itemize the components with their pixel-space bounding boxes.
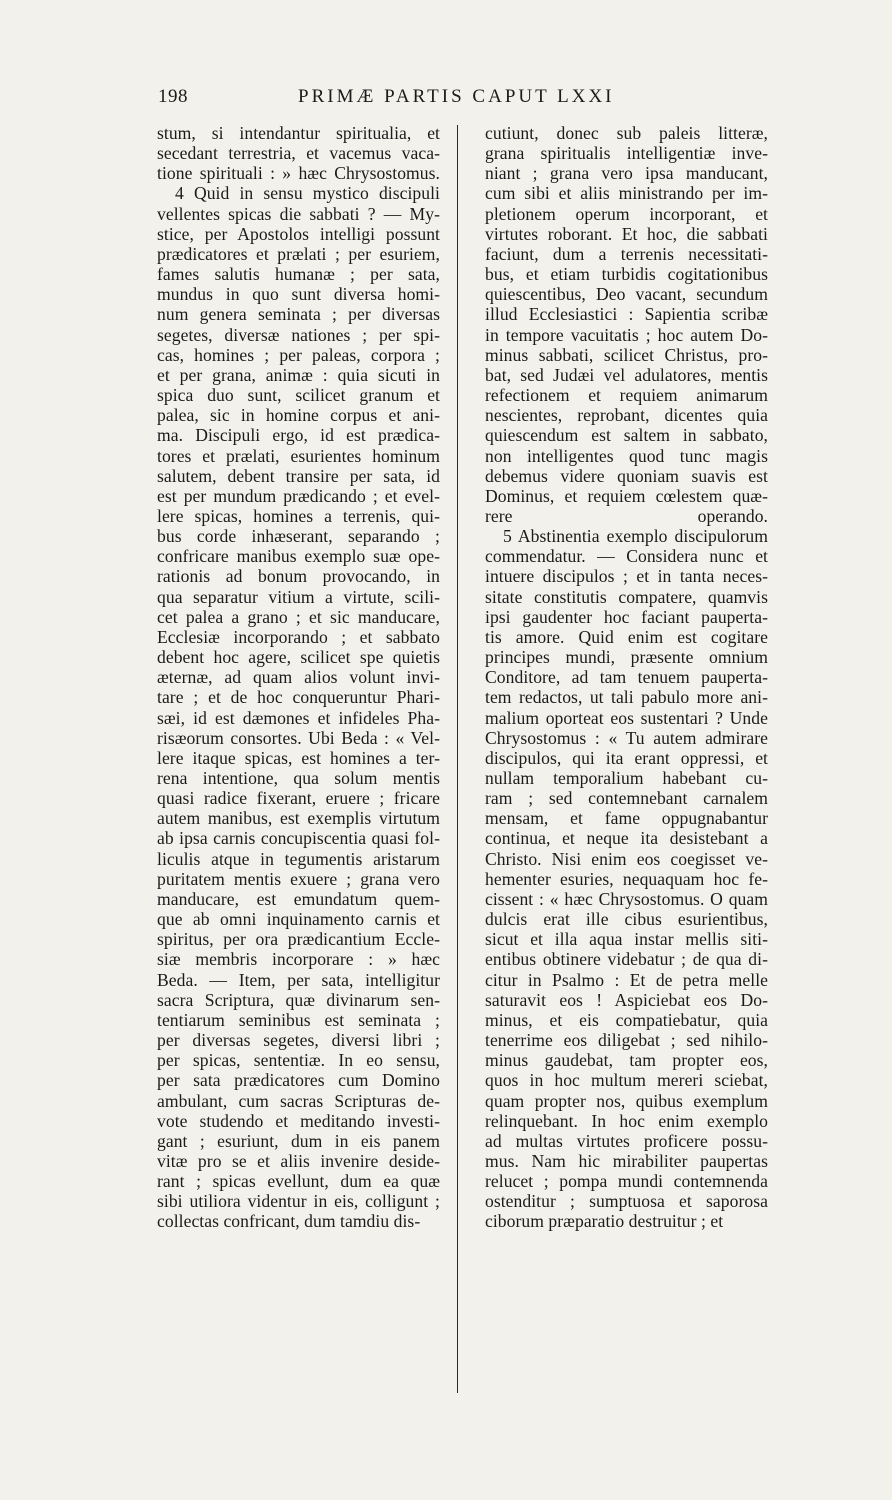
text-line: grana spiritualis intelligentiæ inve-: [485, 143, 768, 164]
text-line: discipulos, qui ita erant oppressi, et: [485, 747, 768, 768]
text-line: sicut et illa aqua instar mellis siti-: [485, 929, 768, 950]
text-line: bus, et etiam turbidis cogitationibus: [485, 264, 768, 285]
text-line: cissent : « hæc Chrysostomus. O quam: [485, 888, 768, 909]
text-line: citur in Psalmo : Et de petra melle: [485, 969, 768, 990]
text-line: que ab omni inquinamento carnis et: [157, 909, 440, 930]
text-line: Dominus, et requiem cœlestem quæ-: [485, 485, 768, 506]
text-line: collectas confricant, dum tamdiu dis-: [157, 1211, 421, 1232]
text-line: cas, homines ; per paleas, corpora ;: [157, 344, 440, 365]
text-line: qua separatur vitium a virtute, scili-: [157, 586, 440, 607]
text-line: mundus in quo sunt diversa homi-: [157, 284, 440, 305]
text-line: rere operando.: [485, 505, 768, 526]
text-line: fames salutis humanæ ; per sata,: [157, 264, 440, 285]
text-line: palea, sic in homine corpus et ani-: [157, 405, 440, 426]
text-line: malium oporteat eos sustentari ? Unde: [485, 707, 768, 728]
text-line: bus corde inhæserant, separando ;: [157, 526, 440, 547]
text-line: ciborum præparatio destruitur ; et: [485, 1211, 724, 1232]
text-line: sæi, id est dæmones et infideles Pha-: [157, 707, 440, 728]
text-line: Christo. Nisi enim eos coegisset ve-: [485, 848, 768, 869]
text-line: in tempore vacuitatis ; hoc autem Do-: [485, 324, 768, 345]
text-line: per diversas segetes, diversi libri ;: [157, 1030, 440, 1051]
text-line: ab ipsa carnis concupiscentia quasi fol-: [157, 828, 440, 849]
text-line: debent hoc agere, scilicet spe quietis: [157, 647, 440, 668]
text-line: per sata prædicatores cum Domino: [157, 1070, 440, 1091]
text-line: stice, per Apostolos intelligi possunt: [157, 223, 440, 244]
text-line: quiescendum est saltem in sabbato,: [485, 425, 768, 446]
text-line: principes mundi, præsente omnium: [485, 647, 768, 668]
text-line: risæorum consortes. Ubi Beda : « Vel-: [157, 727, 440, 748]
text-line: Conditore, ad tam tenuem pauperta-: [485, 667, 768, 688]
text-line: vote studendo et meditando investi-: [157, 1110, 440, 1131]
text-line: rena intentione, qua solum mentis: [157, 768, 440, 788]
text-line: tenerrime eos diligebat ; sed nihilo-: [485, 1030, 768, 1051]
text-line: tem redactos, ut tali pabulo more ani-: [485, 687, 768, 708]
text-line: lere spicas, homines a terrenis, qui-: [157, 505, 440, 526]
text-line: autem manibus, est exemplis virtutum: [157, 808, 440, 829]
page-header: [0, 86, 892, 110]
text-line: tores et prælati, esurientes hominum: [157, 445, 440, 466]
text-line: dulcis erat ille cibus esurientibus,: [485, 909, 768, 930]
text-line: quasi radice fixerant, eruere ; fricare: [157, 788, 440, 809]
text-line: saturavit eos ! Aspiciebat eos Do-: [485, 989, 768, 1010]
text-line: et per grana, animæ : quia sicuti in: [157, 364, 440, 385]
text-line: ambulant, cum sacras Scripturas de-: [157, 1090, 440, 1111]
text-line: rationis ad bonum provocando, in: [157, 566, 440, 587]
text-line: continua, et neque ita desistebant a: [485, 828, 768, 849]
text-line: cutiunt, donec sub paleis litteræ,: [485, 123, 768, 143]
column-divider: [457, 125, 458, 1393]
text-line: sacra Scriptura, quæ divinarum sen-: [157, 989, 440, 1010]
text-line: cet palea a grano ; et sic manducare,: [157, 606, 440, 627]
text-line: quam propter nos, quibus exemplum: [485, 1090, 768, 1111]
text-line: tentiarum seminibus est seminata ;: [157, 1009, 440, 1030]
left-text-column: [157, 123, 440, 1232]
text-line: illud Ecclesiastici : Sapientia scribæ: [485, 304, 768, 325]
text-line: cum sibi et aliis ministrando per im-: [485, 183, 768, 204]
text-line: tione spirituali : » hæc Chrysostomus.: [157, 163, 440, 184]
text-line: bat, sed Judæi vel adulatores, mentis: [485, 364, 768, 385]
text-line: spiritus, per ora prædicantium Eccle-: [157, 929, 440, 950]
page-number: 198: [158, 86, 188, 107]
text-line: ad multas virtutes proficere possu-: [485, 1130, 768, 1151]
text-line: segetes, diversæ nationes ; per spi-: [157, 324, 440, 345]
text-line: relucet ; pompa mundi contemnenda: [485, 1171, 768, 1192]
text-line: Ecclesiæ incorporando ; et sabbato: [157, 626, 440, 647]
text-line: commendatur. — Considera nunc et: [485, 546, 768, 567]
text-line: faciunt, dum a terrenis necessitati-: [485, 243, 768, 264]
text-line: sitate constitutis compatere, quamvis: [485, 586, 768, 607]
text-line: refectionem et requiem animarum: [485, 385, 768, 406]
text-line: num genera seminata ; per diversas: [157, 304, 440, 325]
text-line: tis amore. Quid enim est cogitare: [485, 626, 768, 647]
text-line: hementer esuries, nequaquam hoc fe-: [485, 868, 768, 889]
text-line: tare ; et de hoc conqueruntur Phari-: [157, 687, 440, 708]
text-line: secedant terrestria, et vacemus vaca-: [157, 143, 440, 164]
text-line: virtutes roborant. Et hoc, die sabbati: [485, 223, 768, 244]
text-line: spica duo sunt, scilicet granum et: [157, 385, 440, 406]
text-line: per spicas, sententiæ. In eo sensu,: [157, 1050, 440, 1071]
text-line: minus, et eis compatiebatur, quia: [485, 1009, 768, 1030]
text-line: rant ; spicas evellunt, dum ea quæ: [157, 1171, 440, 1192]
right-text-column: [485, 123, 768, 1232]
text-line: ostenditur ; sumptuosa et saporosa: [485, 1191, 768, 1212]
text-line: debemus videre quoniam suavis est: [485, 465, 768, 486]
text-line: ram ; sed contemnebant carnalem: [485, 788, 768, 809]
text-line: entibus obtinere videbatur ; de qua di-: [485, 949, 768, 970]
text-line: Beda. — Item, per sata, intelligitur: [157, 969, 440, 990]
text-line: sibi utiliora videntur in eis, colligunt ;: [157, 1191, 440, 1212]
text-line: manducare, est emundatum quem-: [157, 888, 440, 909]
text-line: relinquebant. In hoc enim exemplo: [485, 1110, 768, 1131]
text-line: minus gaudebat, tam propter eos,: [485, 1050, 768, 1071]
text-line: prædicatores et prælati ; per esuriem,: [157, 243, 440, 264]
text-line: stum, si intendantur spiritualia, et: [157, 123, 440, 143]
text-line: nullam temporalium habebant cu-: [485, 768, 768, 788]
text-line: quos in hoc multum mereri sciebat,: [485, 1070, 768, 1091]
text-line: mus. Nam hic mirabiliter paupertas: [485, 1150, 768, 1171]
text-line: lere itaque spicas, est homines a ter-: [157, 747, 440, 768]
text-line: minus sabbati, scilicet Christus, pro-: [485, 344, 768, 365]
text-line: niant ; grana vero ipsa manducant,: [485, 163, 768, 184]
text-line: nescientes, reprobant, dicentes quia: [485, 405, 768, 426]
text-line: 5 Abstinentia exemplo discipulorum: [503, 526, 768, 547]
text-line: non intelligentes quod tunc magis: [485, 445, 768, 466]
text-line: vellentes spicas die sabbati ? — My-: [157, 203, 440, 224]
text-line: liculis atque in tegumentis aristarum: [157, 848, 440, 869]
text-line: puritatem mentis exuere ; grana vero: [157, 868, 440, 889]
text-line: intuere discipulos ; et in tanta neces-: [485, 566, 768, 587]
text-line: quiescentibus, Deo vacant, secundum: [485, 284, 768, 305]
text-line: mensam, et fame oppugnabantur: [485, 808, 768, 829]
text-line: ma. Discipuli ergo, id est prædica-: [157, 425, 440, 446]
running-title: PRIMÆ PARTIS CAPUT LXXI: [298, 86, 615, 107]
text-line: pletionem operum incorporant, et: [485, 203, 768, 224]
text-line: æternæ, ad quam alios volunt invi-: [157, 667, 440, 688]
text-line: confricare manibus exemplo suæ ope-: [157, 546, 440, 567]
text-line: 4 Quid in sensu mystico discipuli: [175, 183, 440, 204]
text-line: siæ membris incorporare : » hæc: [157, 949, 440, 970]
text-line: gant ; esuriunt, dum in eis panem: [157, 1130, 440, 1151]
text-line: est per mundum prædicando ; et evel-: [157, 485, 440, 506]
text-line: Chrysostomus : « Tu autem admirare: [485, 727, 768, 748]
text-line: vitæ pro se et aliis invenire deside-: [157, 1150, 440, 1171]
text-line: ipsi gaudenter hoc faciant pauperta-: [485, 606, 768, 627]
text-line: salutem, debent transire per sata, id: [157, 465, 440, 486]
